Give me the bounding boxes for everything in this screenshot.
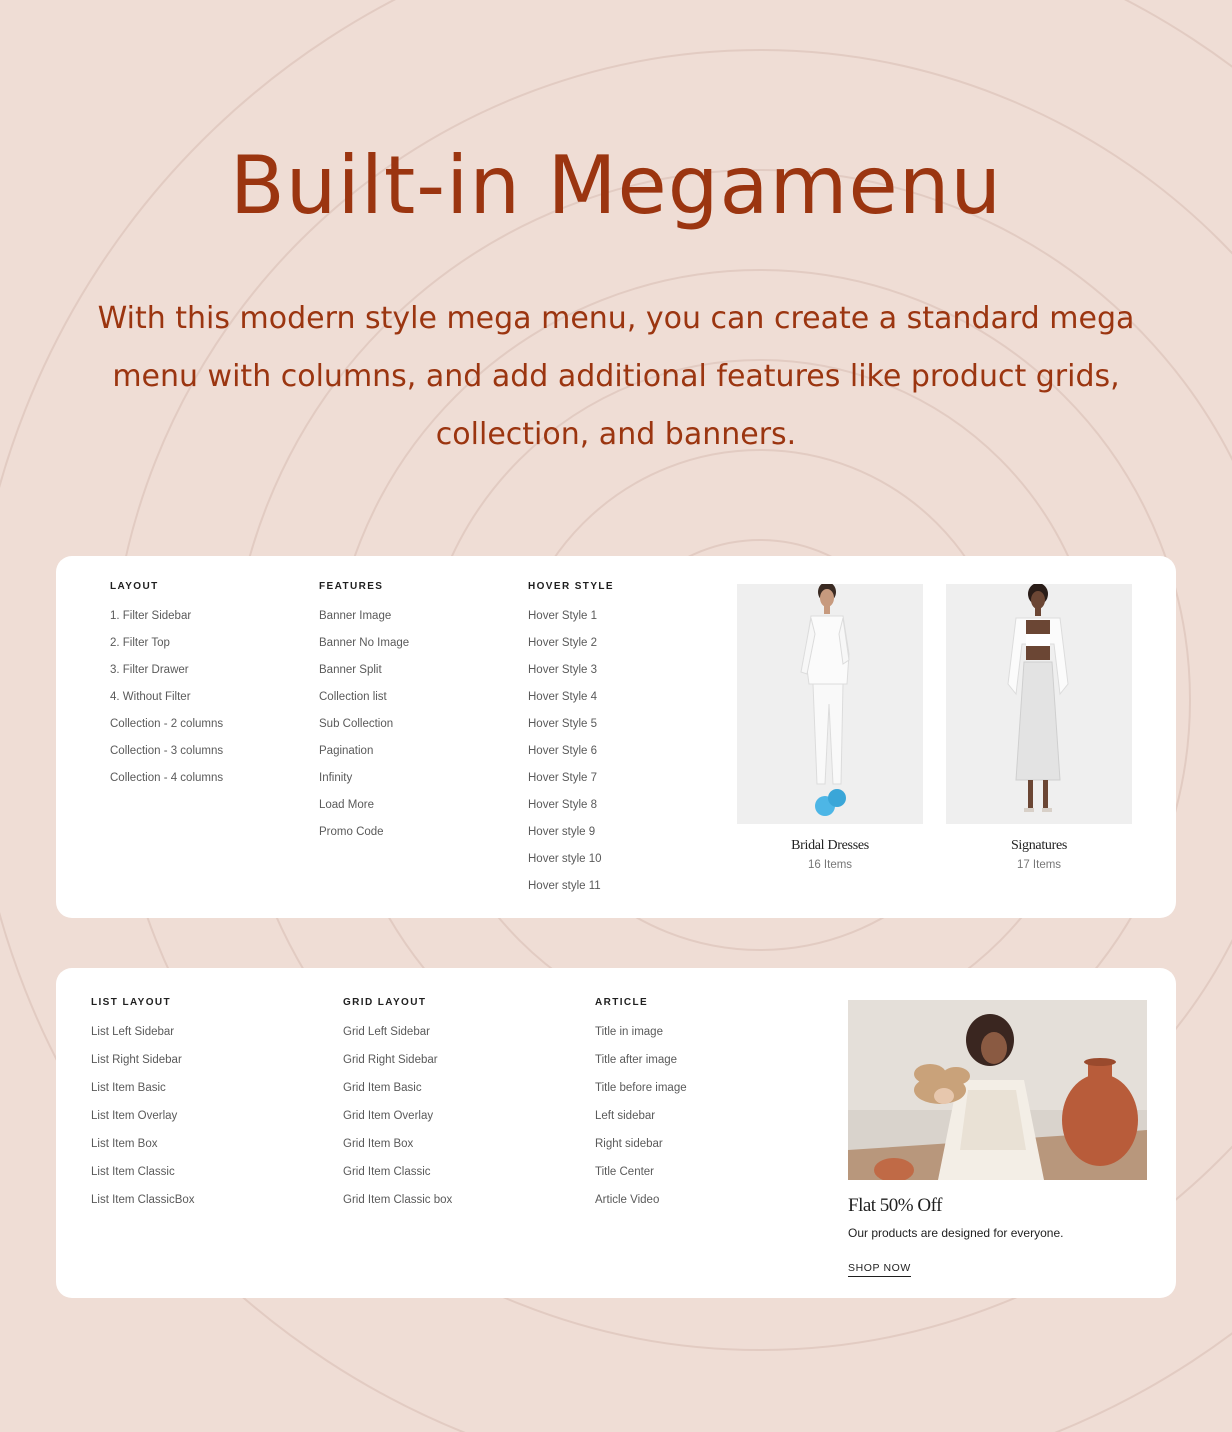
menu-link[interactable]: List Item Box: [91, 1138, 158, 1150]
menu-link[interactable]: Sub Collection: [319, 718, 394, 730]
menu-link[interactable]: 4. Without Filter: [110, 691, 191, 703]
menu-link[interactable]: Hover Style 4: [528, 691, 598, 703]
menu-link[interactable]: Title before image: [595, 1082, 687, 1094]
menu-link[interactable]: Banner Image: [319, 610, 392, 622]
menu-link[interactable]: Grid Item Box: [343, 1138, 414, 1150]
menu-link[interactable]: Infinity: [319, 772, 353, 784]
hero-description: With this modern style mega menu, you can create a standard mega menu with columns, and add additional features like product grids, collection, and banners.: [97, 301, 1135, 452]
promo-subtitle: Our products are designed for everyone.: [848, 1226, 1064, 1240]
megamenu-blog-panel: [56, 968, 1176, 1298]
promo-image[interactable]: [848, 1000, 1147, 1180]
menu-link[interactable]: Promo Code: [319, 826, 384, 838]
menu-link[interactable]: List Left Sidebar: [91, 1026, 175, 1038]
menu-link[interactable]: Grid Item Basic: [343, 1082, 422, 1094]
product-name[interactable]: Signatures: [1010, 838, 1068, 853]
column-title: LAYOUT: [110, 581, 159, 592]
menu-link[interactable]: Hover Style 8: [528, 799, 598, 811]
menu-link[interactable]: Right sidebar: [595, 1138, 663, 1150]
menu-link[interactable]: Collection list: [319, 691, 387, 703]
menu-column-features: [319, 580, 509, 851]
megamenu-shop-panel: [56, 556, 1176, 918]
menu-link[interactable]: 1. Filter Sidebar: [110, 610, 192, 622]
menu-link[interactable]: Collection - 4 columns: [110, 772, 224, 784]
menu-link[interactable]: Hover style 11: [528, 880, 601, 892]
column-title: LIST LAYOUT: [91, 997, 172, 1008]
menu-link[interactable]: Grid Right Sidebar: [343, 1054, 438, 1066]
menu-link[interactable]: Banner No Image: [319, 637, 410, 649]
menu-link[interactable]: Hover style 10: [528, 853, 602, 865]
menu-link[interactable]: Hover Style 3: [528, 664, 598, 676]
product-card-signatures[interactable]: [946, 584, 1132, 871]
menu-link[interactable]: Hover Style 2: [528, 637, 598, 649]
promo-title: Flat 50% Off: [848, 1195, 942, 1216]
menu-link[interactable]: Hover Style 6: [528, 745, 598, 757]
menu-link[interactable]: Title in image: [595, 1026, 663, 1038]
product-name[interactable]: Bridal Dresses: [791, 838, 869, 853]
menu-link[interactable]: Collection - 3 columns: [110, 745, 224, 757]
menu-link[interactable]: Pagination: [319, 745, 374, 757]
menu-link[interactable]: 2. Filter Top: [110, 637, 170, 649]
column-title: HOVER STYLE: [528, 581, 614, 592]
column-title: ARTICLE: [595, 997, 649, 1008]
menu-column-grid-layout: [343, 996, 573, 1220]
column-title: GRID LAYOUT: [343, 997, 427, 1008]
product-card-bridal-dresses[interactable]: [737, 584, 923, 871]
menu-link[interactable]: List Item Basic: [91, 1082, 166, 1094]
menu-link[interactable]: List Item ClassicBox: [91, 1194, 195, 1206]
promo-banner: [848, 1000, 1147, 1277]
hero-title: Built-in Megamenu: [229, 139, 1003, 232]
menu-link[interactable]: 3. Filter Drawer: [110, 664, 189, 676]
menu-link[interactable]: Hover Style 7: [528, 772, 598, 784]
menu-link[interactable]: List Item Overlay: [91, 1110, 178, 1122]
menu-link[interactable]: Article Video: [595, 1194, 660, 1206]
menu-link[interactable]: Hover style 9: [528, 826, 596, 838]
menu-column-layout: [110, 580, 300, 797]
menu-column-article: [595, 996, 825, 1220]
product-count: 17 Items: [1016, 859, 1062, 871]
product-image[interactable]: [737, 584, 923, 824]
menu-link[interactable]: Hover Style 1: [528, 610, 598, 622]
menu-link[interactable]: List Right Sidebar: [91, 1054, 182, 1066]
menu-link[interactable]: Grid Item Classic: [343, 1166, 431, 1178]
menu-link[interactable]: Hover Style 5: [528, 718, 598, 730]
shop-now-link[interactable]: SHOP NOW: [848, 1262, 911, 1277]
menu-column-list-layout: [91, 996, 321, 1220]
menu-link[interactable]: Left sidebar: [595, 1110, 656, 1122]
menu-link[interactable]: Banner Split: [319, 664, 382, 676]
menu-link[interactable]: Grid Item Classic box: [343, 1194, 453, 1206]
product-image[interactable]: [946, 584, 1132, 824]
menu-column-hover-style: [528, 580, 718, 905]
menu-link[interactable]: Grid Item Overlay: [343, 1110, 434, 1122]
product-count: 16 Items: [807, 859, 853, 871]
menu-link[interactable]: List Item Classic: [91, 1166, 175, 1178]
menu-link[interactable]: Title Center: [595, 1166, 655, 1178]
column-title: FEATURES: [319, 581, 384, 592]
menu-link[interactable]: Title after image: [595, 1054, 678, 1066]
menu-link[interactable]: Load More: [319, 799, 374, 811]
menu-link[interactable]: Collection - 2 columns: [110, 718, 224, 730]
menu-link[interactable]: Grid Left Sidebar: [343, 1026, 430, 1038]
